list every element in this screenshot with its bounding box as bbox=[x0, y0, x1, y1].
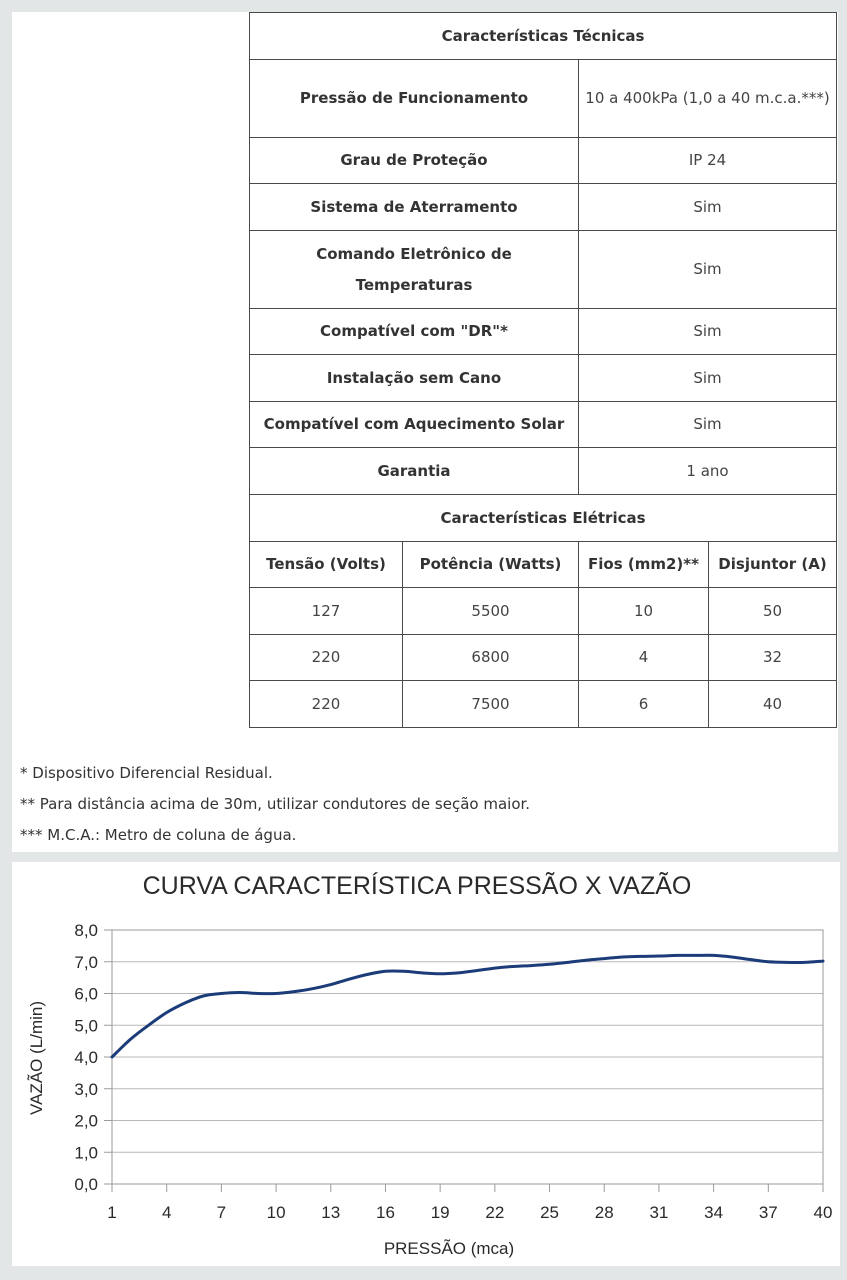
elec-cell: 40 bbox=[709, 681, 837, 728]
tech-row-label: Sistema de Aterramento bbox=[250, 184, 579, 231]
x-tick-label: 4 bbox=[161, 1203, 172, 1222]
x-tick-label: 1 bbox=[107, 1203, 117, 1222]
elec-cell: 32 bbox=[709, 635, 837, 681]
x-tick-label: 22 bbox=[485, 1203, 505, 1222]
tech-row-label: Instalação sem Cano bbox=[250, 355, 579, 402]
x-axis-label: PRESSÃO (mca) bbox=[383, 1239, 515, 1258]
tech-row-label: Compatível com "DR"* bbox=[250, 309, 579, 355]
spec-table bbox=[249, 12, 837, 728]
tech-row-value: Sim bbox=[579, 231, 837, 309]
tech-row-label: Grau de Proteção bbox=[250, 138, 579, 184]
y-tick-label: 4,0 bbox=[74, 1048, 98, 1067]
pressure-flow-chart bbox=[12, 862, 840, 1266]
elec-header-cell: Disjuntor (A) bbox=[709, 542, 837, 588]
elec-table-title: Características Elétricas bbox=[250, 495, 837, 542]
elec-cell: 10 bbox=[579, 588, 709, 635]
footnotes bbox=[20, 758, 530, 851]
tech-table-title: Características Técnicas bbox=[250, 13, 837, 60]
tech-row-value: IP 24 bbox=[579, 138, 837, 184]
x-tick-label: 7 bbox=[216, 1203, 227, 1222]
elec-cell: 5500 bbox=[403, 588, 579, 635]
elec-cell: 220 bbox=[250, 681, 403, 728]
footnote: ** Para distância acima de 30m, utilizar condutores de seção maior. bbox=[20, 795, 531, 813]
y-tick-label: 6,0 bbox=[74, 984, 98, 1004]
tech-row-value: Sim bbox=[579, 184, 837, 231]
y-axis-label: VAZÃO (L/min) bbox=[27, 1001, 46, 1115]
tech-row-value: 1 ano bbox=[579, 448, 837, 495]
elec-header-cell: Tensão (Volts) bbox=[250, 542, 403, 588]
x-tick-label: 34 bbox=[704, 1203, 724, 1222]
y-tick-label: 3,0 bbox=[74, 1079, 98, 1099]
x-tick-label: 40 bbox=[813, 1203, 833, 1222]
elec-cell: 4 bbox=[579, 635, 709, 681]
y-tick-label: 8,0 bbox=[74, 921, 98, 940]
y-tick-label: 7,0 bbox=[74, 952, 98, 972]
y-tick-label: 1,0 bbox=[74, 1143, 98, 1163]
tech-row-label: Comando Eletrônico de Temperaturas bbox=[250, 231, 579, 309]
elec-cell: 6 bbox=[579, 681, 709, 728]
x-tick-label: 19 bbox=[430, 1203, 450, 1222]
y-tick-label: 2,0 bbox=[74, 1111, 98, 1131]
x-tick-label: 37 bbox=[758, 1203, 778, 1222]
elec-cell: 6800 bbox=[403, 635, 579, 681]
elec-header-cell: Potência (Watts) bbox=[403, 542, 579, 588]
tech-row-value: Sim bbox=[579, 309, 837, 355]
y-tick-label: 5,0 bbox=[74, 1016, 98, 1036]
chart-panel bbox=[12, 862, 840, 1266]
x-tick-label: 28 bbox=[594, 1203, 614, 1222]
tech-row-label: Garantia bbox=[250, 448, 579, 495]
chart-title: CURVA CARACTERÍSTICA PRESSÃO X VAZÃO bbox=[142, 872, 692, 900]
footnote: * Dispositivo Diferencial Residual. bbox=[20, 764, 273, 782]
elec-cell: 127 bbox=[250, 588, 403, 635]
spec-panel bbox=[12, 12, 838, 852]
elec-cell: 50 bbox=[709, 588, 837, 635]
footnote: *** M.C.A.: Metro de coluna de água. bbox=[20, 826, 297, 844]
x-tick-label: 13 bbox=[321, 1203, 341, 1222]
tech-row-label: Compatível com Aquecimento Solar bbox=[250, 402, 579, 448]
x-tick-label: 31 bbox=[649, 1203, 669, 1222]
x-tick-label: 25 bbox=[540, 1203, 559, 1222]
tech-row-label: Pressão de Funcionamento bbox=[250, 60, 579, 138]
elec-cell: 7500 bbox=[403, 681, 579, 728]
elec-header-cell: Fios (mm2)** bbox=[579, 542, 709, 588]
elec-cell: 220 bbox=[250, 635, 403, 681]
x-tick-label: 16 bbox=[376, 1203, 395, 1222]
y-tick-label: 0,0 bbox=[74, 1175, 98, 1194]
tech-row-value: 10 a 400kPa (1,0 a 40 m.c.a.***) bbox=[579, 60, 837, 138]
tech-row-value: Sim bbox=[579, 402, 837, 448]
series-line bbox=[112, 955, 823, 1057]
x-tick-label: 10 bbox=[266, 1203, 286, 1222]
tech-row-value: Sim bbox=[579, 355, 837, 402]
